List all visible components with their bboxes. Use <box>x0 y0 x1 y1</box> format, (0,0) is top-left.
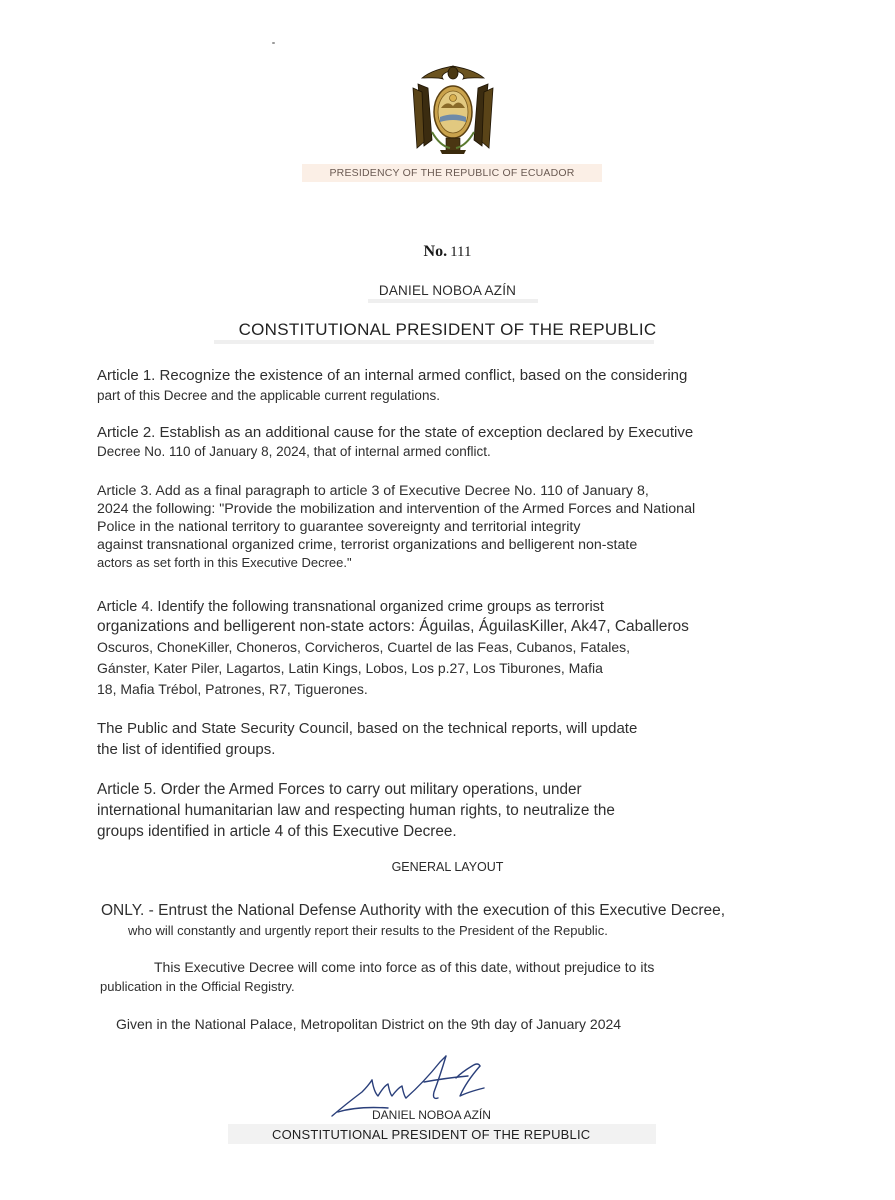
council-line: The Public and State Security Council, based on the technical reports, will update <box>97 720 638 737</box>
article-4-line: Article 4. Identify the following transnational organized crime groups as terrorist <box>97 599 604 615</box>
president-name: DANIEL NOBOA AZÍN <box>378 283 517 298</box>
article-5 <box>97 779 615 842</box>
article-5-line: international humanitarian law and respecting human rights, to neutralize the <box>97 802 615 819</box>
only-clause-line: who will constantly and urgently report their results to the President of the Republic. <box>128 923 608 938</box>
council-line: the list of identified groups. <box>97 741 276 758</box>
article-1 <box>97 366 687 406</box>
article-3-line: Article 3. Add as a final paragraph to article 3 of Executive Decree No. 110 of January 8, <box>97 483 649 499</box>
article-1-line: Article 1. Recognize the existence of an internal armed conflict, based on the considering <box>97 367 688 384</box>
council-paragraph <box>97 718 637 760</box>
entry-into-force <box>100 957 654 997</box>
given-at <box>116 1014 621 1034</box>
article-4-line: Gánster, Kater Piler, Lagartos, Latin Kings, Lobos, Los p.27, Los Tiburones, Mafia <box>97 660 603 676</box>
decree-number-label: No. <box>423 243 448 260</box>
article-1-line: part of this Decree and the applicable current regulations. <box>97 388 440 403</box>
article-3 <box>97 482 695 572</box>
entry-into-force-line: This Executive Decree will come into force as of this date, without prejudice to its <box>154 959 655 975</box>
scan-smudge <box>214 340 654 344</box>
article-4-line: Oscuros, ChoneKiller, Choneros, Corvicheros, Cuartel de las Feas, Cubanos, Fatales, <box>97 639 631 655</box>
scan-speck <box>272 42 275 44</box>
article-2-line: Decree No. 110 of January 8, 2024, that of internal armed conflict. <box>97 444 491 459</box>
coat-of-arms-icon <box>410 62 496 158</box>
scan-smudge <box>368 299 538 303</box>
article-3-line: 2024 the following: "Provide the mobilization and intervention of the Armed Forces and National <box>97 501 696 517</box>
decree-number-value: 111 <box>450 244 472 260</box>
given-at-line: Given in the National Palace, Metropolitan District on the 9th day of January 2024 <box>116 1016 622 1032</box>
only-clause <box>101 901 725 941</box>
article-4-line: 18, Mafia Trébol, Patrones, R7, Tiguerones. <box>97 681 368 697</box>
article-4-line: organizations and belligerent non-state actors: Águilas, ÁguilasKiller, Ak47, Caballeros <box>97 618 689 635</box>
decree-number <box>0 243 895 261</box>
signatory-name: DANIEL NOBOA AZÍN <box>372 1108 491 1122</box>
article-2 <box>97 423 693 462</box>
presidency-banner: PRESIDENCY OF THE REPUBLIC OF ECUADOR <box>302 164 602 182</box>
article-2-line: Article 2. Establish as an additional cause for the state of exception declared by Executive <box>97 424 694 441</box>
article-5-line: Article 5. Order the Armed Forces to carry out military operations, under <box>97 781 582 798</box>
article-3-line: Police in the national territory to guarantee sovereignty and territorial integrity <box>97 519 581 535</box>
article-4 <box>97 597 689 700</box>
article-5-line: groups identified in article 4 of this Executive Decree. <box>97 823 457 840</box>
article-3-line: against transnational organized crime, terrorist organizations and belligerent non-state <box>97 537 638 553</box>
president-title: CONSTITUTIONAL PRESIDENT OF THE REPUBLIC <box>238 320 657 339</box>
article-3-line: actors as set forth in this Executive Decree." <box>97 555 352 570</box>
signatory-title: CONSTITUTIONAL PRESIDENT OF THE REPUBLIC <box>228 1124 656 1144</box>
entry-into-force-line: publication in the Official Registry. <box>100 979 295 994</box>
only-clause-line: ONLY. - Entrust the National Defense Authority with the execution of this Executive Decree, <box>101 902 726 919</box>
general-layout-heading: GENERAL LAYOUT <box>391 860 504 874</box>
